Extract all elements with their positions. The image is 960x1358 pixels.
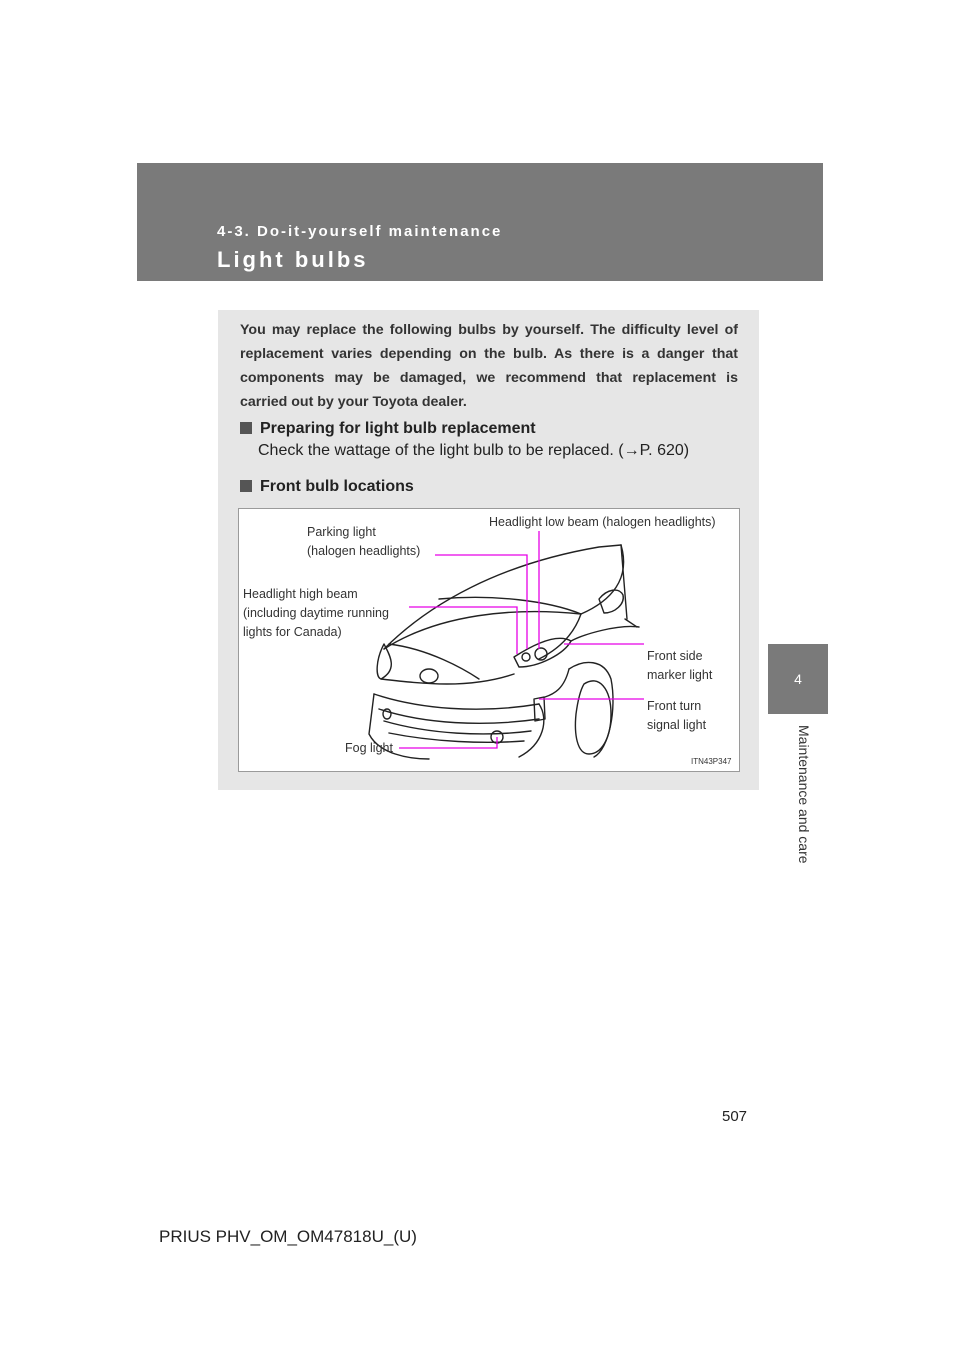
chapter-number: 4 xyxy=(794,671,802,687)
label-low-beam: Headlight low beam (halogen headlights) xyxy=(489,515,716,529)
label-high-beam: Headlight high beam (including daytime running lights for Canada) xyxy=(243,587,389,639)
label-side-marker: Front side marker light xyxy=(647,649,713,682)
heading-front-text: Front bulb locations xyxy=(260,478,414,495)
content-panel xyxy=(218,310,759,790)
footer-doc-id: PRIUS PHV_OM_OM47818U_(U) xyxy=(159,1227,417,1246)
prep-text: Check the wattage of the light bulb to be replaced. (→P. 620) xyxy=(258,442,690,459)
section-title: 4-3. Do-it-yourself maintenance xyxy=(217,223,503,240)
label-fog-light: Fog light xyxy=(345,741,393,755)
intro-text: You may replace the following bulbs by yourself. The difficulty level of replacement varies depending on the bulb. As there is a danger that components may be damaged, we recommend that replacement is carried out by your Toyota dealer. xyxy=(240,322,738,410)
heading-front xyxy=(240,478,414,496)
car-outline xyxy=(369,545,639,759)
chapter-label: Maintenance and care xyxy=(796,725,812,864)
label-parking-light: Parking light (halogen headlights) xyxy=(307,525,421,558)
square-bullet-icon xyxy=(240,480,252,492)
chapter-tab[interactable] xyxy=(768,644,828,714)
heading-prep-text: Preparing for light bulb replacement xyxy=(260,420,536,437)
header-band xyxy=(137,163,823,281)
heading-prep xyxy=(240,420,536,438)
figure-code: ITN43P347 xyxy=(691,757,732,766)
bulb-location-figure xyxy=(238,508,740,772)
square-bullet-icon xyxy=(240,422,252,434)
page-number: 507 xyxy=(722,1108,748,1125)
label-turn-signal: Front turn signal light xyxy=(647,699,707,732)
callout-lines xyxy=(399,531,644,748)
page-title: Light bulbs xyxy=(217,247,369,272)
